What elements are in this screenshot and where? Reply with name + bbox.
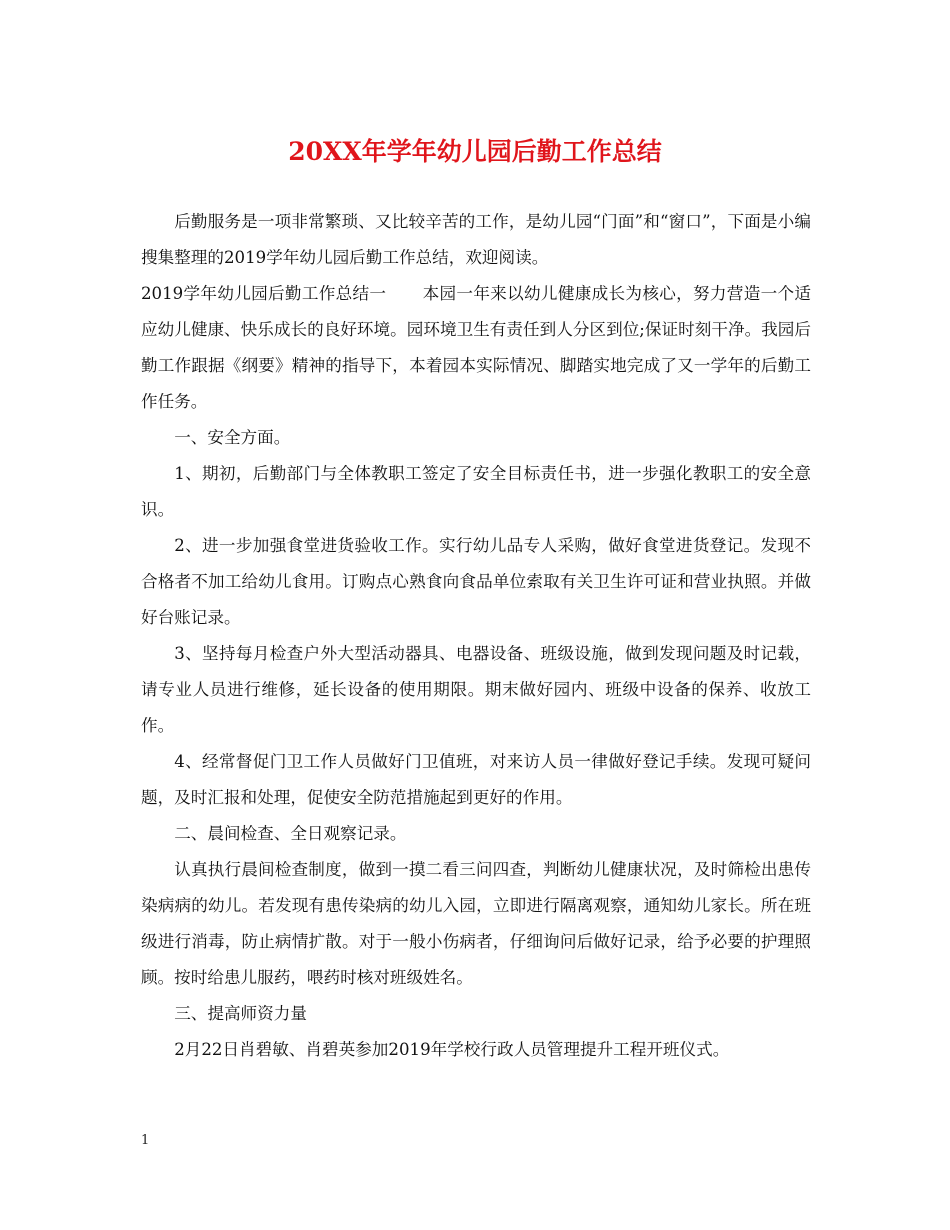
document-body <box>141 204 811 1068</box>
summary-subtitle: 2019学年幼儿园后勤工作总结一 <box>141 284 387 303</box>
intro-paragraph: 后勤服务是一项非常繁琐、又比较辛苦的工作，是幼儿园“门面”和“窗口”，下面是小编搜集整理的2019学年幼儿园后勤工作总结，欢迎阅读。 <box>141 212 811 267</box>
section-heading-teachers: 三、提高师资力量 <box>174 1004 307 1023</box>
safety-item-1: 1、期初，后勤部门与全体教职工签定了安全目标责任书，进一步强化教职工的安全意识。 <box>141 464 811 519</box>
morning-check-paragraph: 认真执行晨间检查制度，做到一摸二看三问四查，判断幼儿健康状况，及时筛检出患传染病病的幼儿。若发现有患传染病的幼儿入园，立即进行隔离观察，通知幼儿家长。所在班级进行消毒，防止病情扩散。对于一般小伤病者，仔细询问后做好记录，给予必要的护理照顾。按时给患儿服药，喂药时核对班级姓名。 <box>141 860 811 987</box>
safety-item-2: 2、进一步加强食堂进货验收工作。实行幼儿品专人采购，做好食堂进货登记。发现不合格者不加工给幼儿食用。订购点心熟食向食品单位索取有关卫生许可证和营业执照。并做好台账记录。 <box>141 536 811 627</box>
teachers-paragraph: 2月22日肖碧敏、肖碧英参加2019年学校行政人员管理提升工程开班仪式。 <box>174 1040 730 1059</box>
safety-item-3: 3、坚持每月检查户外大型活动器具、电器设备、班级设施，做到发现问题及时记载，请专业人员进行维修，延长设备的使用期限。期末做好园内、班级中设备的保养、收放工作。 <box>141 644 811 735</box>
page-number: 1 <box>141 1133 150 1148</box>
safety-item-4: 4、经常督促门卫工作人员做好门卫值班，对来访人员一律做好登记手续。发现可疑问题，及时汇报和处理，促使安全防范措施起到更好的作用。 <box>141 752 811 807</box>
section-heading-morning-check: 二、晨间检查、全日观察记录。 <box>174 824 407 843</box>
summary-overview: 本园一年来以幼儿健康成长为核心，努力营造一个适应幼儿健康、快乐成长的良好环境。园环境卫生有责任到人分区到位;保证时刻干净。我园后勤工作跟据《纲要》精神的指导下，本着园本实际情况、脚踏实地完成了又一学年的后勤工作任务。 <box>141 284 812 411</box>
document-title: 20XX年学年幼儿园后勤工作总结 <box>288 137 662 166</box>
section-heading-safety: 一、安全方面。 <box>174 428 291 447</box>
summary-paragraph <box>141 276 811 420</box>
